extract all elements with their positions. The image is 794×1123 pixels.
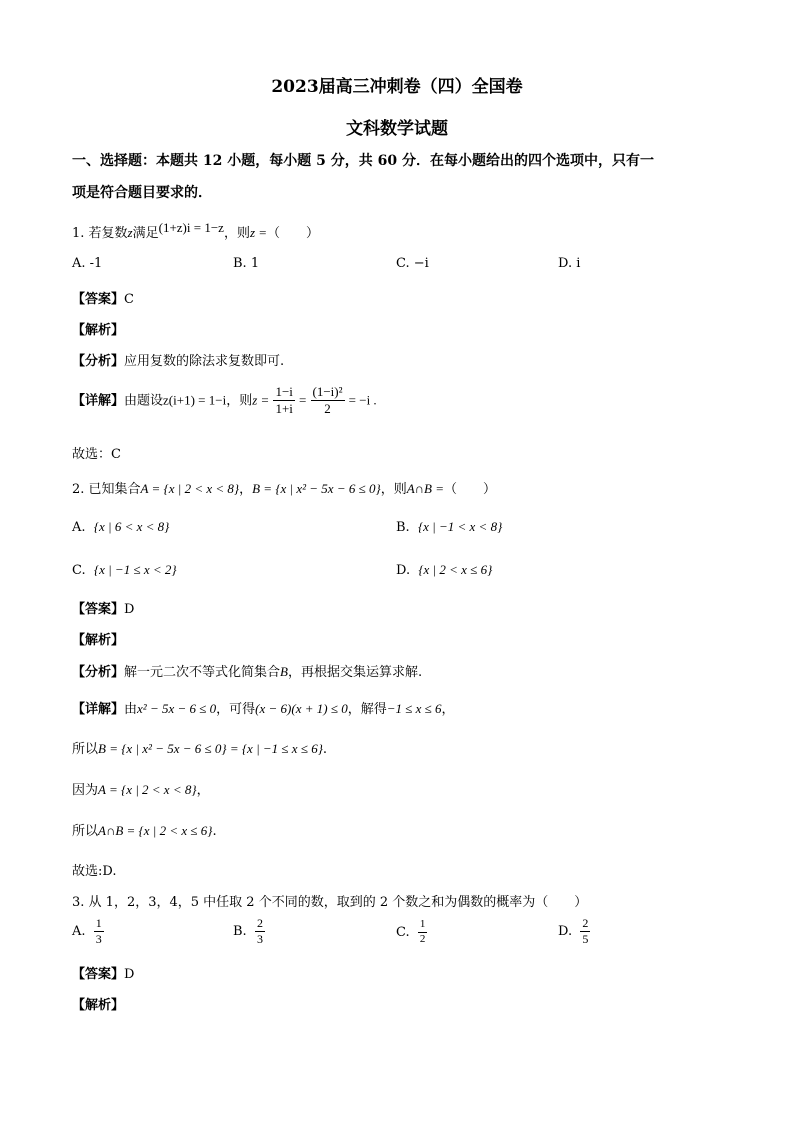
answer-label: 【答案】 <box>72 602 125 617</box>
q2-detail: 【详解】由x² − 5x − 6 ≤ 0，可得(x − 6)(x + 1) ≤ 0，解得−1 ≤ x ≤ 6， <box>72 701 455 717</box>
section-heading-line2: 项是符合题目要求的． <box>72 185 212 201</box>
q3-option-b: B. $\frac{2}{3}$ <box>233 916 263 946</box>
q1-detail-a: 由题设 <box>124 393 164 409</box>
answer-label: 【答案】 <box>72 292 125 307</box>
q3-option-c: C. $\frac{1}{2}$ <box>396 918 426 945</box>
q1-detail-b: ，则 <box>226 393 253 409</box>
q2-answer <box>72 598 134 617</box>
q2-option-b: B. {x | −1 < x < 8} <box>396 519 503 535</box>
q1-detail-z: z = <box>252 392 270 408</box>
q2-analysis-label: 【解析】 <box>72 633 125 648</box>
q1-conclusion: 故选：C <box>72 447 121 462</box>
q2-detail-line4: 所以A∩B = {x | 2 < x ≤ 6}. <box>72 823 217 839</box>
q2-answer-value: D <box>124 602 135 617</box>
q3-answer-value: D <box>124 967 135 982</box>
q2-conclusion: 故选:D. <box>72 864 117 879</box>
q1-z: z <box>127 225 133 240</box>
answer-label: 【答案】 <box>72 967 125 982</box>
q1-option-b: B. 1 <box>233 256 260 271</box>
fenxi-label: 【分析】 <box>72 354 125 369</box>
q1-detail-eq1: z(i+1) = 1−i <box>163 392 227 408</box>
q2-stem-b: ，则 <box>380 482 407 497</box>
q2-stem-c: （ ） <box>444 482 497 497</box>
q3-a-fraction: $\frac{1}{3}$ <box>95 916 102 946</box>
q2-option-a: A. {x | 6 < x < 8} <box>72 519 170 535</box>
detail-label: 【详解】 <box>72 393 125 409</box>
q1-analysis-label: 【解析】 <box>72 323 125 338</box>
q2-sep: ， <box>239 482 253 497</box>
q1-condition: (1+z)i = 1−z <box>158 220 224 235</box>
q2-set-b: B = {x | x² − 5x − 6 ≤ 0} <box>252 481 381 496</box>
q3-d-fraction: $\frac{2}{5}$ <box>582 916 589 946</box>
q1-stem-d: （ ） <box>267 226 320 241</box>
q1-option-d: D. i <box>558 256 581 271</box>
q1-ask: z = <box>249 225 268 240</box>
q1-fraction-1: $\frac{1-i}{1+i}$ <box>275 384 293 417</box>
q2-stem-a: 2. 已知集合 <box>72 482 141 497</box>
q1-answer <box>72 288 134 307</box>
q2-set-a: A = {x | 2 < x < 8} <box>140 481 240 496</box>
fenxi-label: 【分析】 <box>72 665 125 680</box>
q3-answer <box>72 963 134 982</box>
q1-stem-c: ，则 <box>223 226 250 241</box>
q3-b-fraction: $\frac{2}{3}$ <box>256 916 263 946</box>
q3-c-fraction: $\frac{1}{2}$ <box>419 918 426 945</box>
q3-stem: 3. 从 1，2，3，4，5 中任取 2 个不同的数，取到的 2 个数之和为偶数的概率为（ ） <box>72 895 588 910</box>
q2-detail-line3: 因为A = {x | 2 < x < 8}， <box>72 782 210 798</box>
exam-title: 2023届高三冲刺卷（四）全国卷 <box>271 77 523 97</box>
q2-detail-line2: 所以B = {x | x² − 5x − 6 ≤ 0} = {x | −1 ≤ x ≤ 6}. <box>72 741 328 757</box>
q1-answer-value: C <box>124 292 134 307</box>
q3-option-a: A. $\frac{1}{3}$ <box>72 916 102 946</box>
q2-option-d: D. {x | 2 < x ≤ 6} <box>396 562 493 578</box>
q1-stem-a: 1. 若复数 <box>72 226 128 241</box>
q1-detail: 【详解】由题设z(i+1) = 1−i，则z = $\frac{1-i}{1+i}$ = $\frac{\text{(1−i)²}}{2}$ = −i . <box>72 384 377 417</box>
q1-fraction-2: $\frac{\text{(1−i)²}}{2}$ <box>312 384 343 417</box>
q1-option-c: C. −i <box>396 256 429 271</box>
q3-analysis-label: 【解析】 <box>72 998 125 1013</box>
q2-stem <box>72 478 496 497</box>
section-heading-line1: 一、选择题：本题共 12 小题，每小题 5 分，共 60 分．在每小题给出的四个选项中，只有一 <box>72 153 654 169</box>
q1-stem-b: 满足 <box>132 226 159 241</box>
q1-fenxi <box>72 350 284 369</box>
q1-option-a: A. -1 <box>72 256 103 271</box>
q2-ask: A∩B = <box>406 481 444 496</box>
q1-fenxi-text: 应用复数的除法求复数即可. <box>124 354 285 369</box>
q2-option-c: C. {x | −1 ≤ x < 2} <box>72 562 177 578</box>
exam-subtitle: 文科数学试题 <box>346 119 448 139</box>
detail-label: 【详解】 <box>72 702 125 717</box>
q1-detail-end: = −i . <box>348 392 377 408</box>
q3-option-d: D. $\frac{2}{5}$ <box>558 916 589 946</box>
q2-fenxi: 【分析】解一元二次不等式化简集合B，再根据交集运算求解. <box>72 664 423 680</box>
q1-stem <box>72 222 319 241</box>
